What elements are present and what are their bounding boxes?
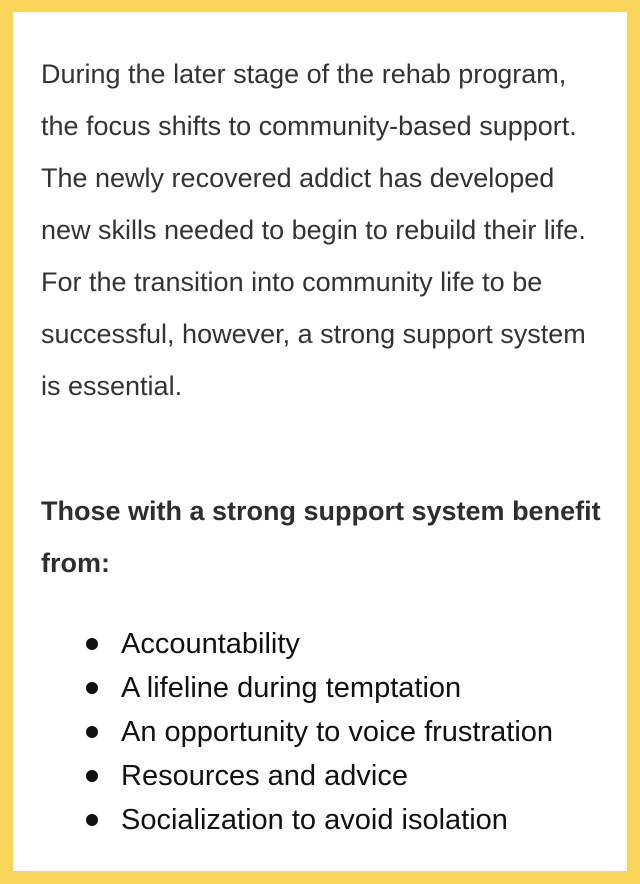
benefits-list — [13, 622, 627, 842]
bullet-icon — [86, 682, 98, 694]
bullet-icon — [86, 638, 98, 650]
content-card — [13, 12, 627, 871]
benefits-heading: Those with a strong support system benefit from: — [41, 496, 601, 578]
list-item — [13, 622, 627, 666]
list-item-text: An opportunity to voice frustration — [121, 716, 554, 748]
intro-paragraph: During the later stage of the rehab program, the focus shifts to community-based support. The newly recovered addict has developed new skills needed to begin to rebuild their life. For the transition into community life to be successful, however, a strong support system is essential. — [41, 59, 586, 401]
list-item-text: Accountability — [121, 628, 300, 660]
bullet-icon — [86, 726, 98, 738]
list-item — [13, 710, 627, 754]
list-item-text: Resources and advice — [121, 760, 408, 792]
bullet-icon — [86, 814, 98, 826]
list-item — [13, 754, 627, 798]
list-item-text: Socialization to avoid isolation — [121, 804, 508, 836]
list-item-text: A lifeline during temptation — [121, 672, 462, 704]
list-item — [13, 666, 627, 710]
bullet-icon — [86, 770, 98, 782]
list-item — [13, 798, 627, 842]
